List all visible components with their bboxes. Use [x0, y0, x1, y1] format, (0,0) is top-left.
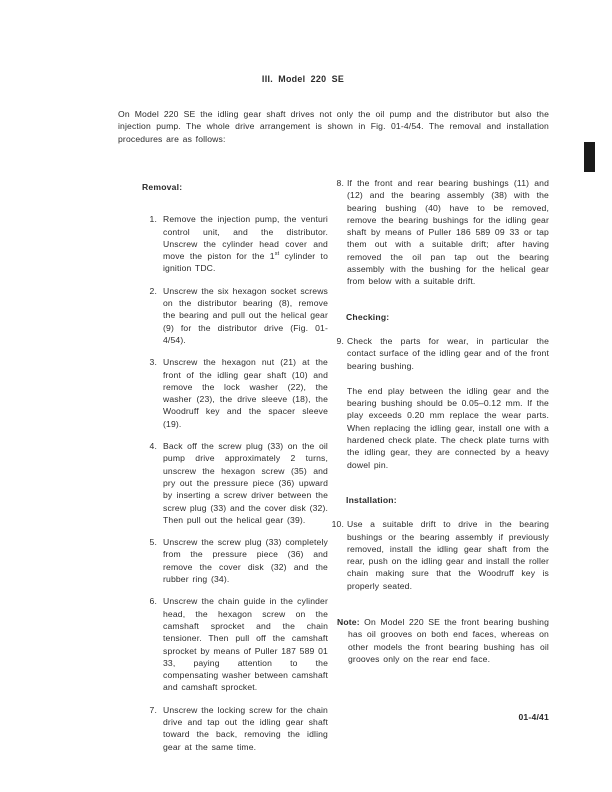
item-text: Unscrew the hexagon nut (21) at the front of the idling gear shaft (10) and remove the lock washer (22), the washer (23), the drive sleeve (18), the Woodruff key and the spacer sleeve (19). — [163, 357, 328, 429]
list-item — [330, 518, 549, 592]
item-number: 7. — [149, 704, 157, 715]
left-column — [142, 181, 328, 763]
item-text-segment: cylinder to ignition TDC. — [163, 251, 328, 274]
item-text: Use a suitable drift to drive in the bearing bushings or the bearing assembly if previously removed, install the idling gear shaft from the rear, push on the idling gear and install the roller chain making sure that the Woodruff key is properly seated. — [347, 519, 549, 591]
list-item — [142, 536, 328, 585]
list-item — [142, 595, 328, 693]
page-number: 01-4/41 — [518, 712, 549, 722]
note-text: On Model 220 SE the front bearing bushing has oil grooves on both end faces, whereas on other models the front bearing bushing has oil grooves only on the rear end face. — [348, 617, 549, 664]
item-text: Unscrew the six hexagon socket screws on the distributor bearing (8), remove the bearing and pull out the helical gear (9) for the distributor drive (Fig. 01-4/54). — [163, 285, 328, 345]
list-item — [330, 335, 549, 372]
note-label: Note: — [337, 617, 360, 628]
item-number: 4. — [149, 441, 157, 452]
section-heading-installation: Installation: — [346, 494, 397, 505]
item-text: Unscrew the chain guide in the cylinder head, the hexagon screw on the camshaft sprocket and the chain tensioner. Then pull off the camshaft sprocket by means of Puller 187 589 01 33, paying attention to the compensating washer between camshaft and camshaft sprocket. — [163, 596, 328, 693]
item-text — [163, 213, 328, 274]
list-item — [330, 177, 549, 288]
item-text: Unscrew the locking screw for the chain drive and tap out the idling gear shaft toward the back, removing the idling gear at the same time. — [163, 704, 328, 752]
item-text-segment: Remove the injection pump, the venturi control unit, and the distributor. Unscrew the cylinder head cover and move the piston for the 1 — [163, 214, 328, 262]
item-number: 2. — [149, 285, 157, 296]
list-item — [142, 213, 328, 274]
item-text: Check the parts for wear, in particular the contact surface of the idling gear and of the front bearing bushing. — [347, 335, 549, 371]
checking-paragraph: The end play between the idling gear and the bearing bushing should be 0.05–0.12 mm. If the play exceeds 0.20 mm replace the wear parts. When replacing the idling gear, install one with a hardened check plate. The check plate turns with the idling gear, they are connected by a heavy dowel pin. — [347, 385, 549, 470]
item-number: 9. — [336, 335, 344, 346]
list-item — [142, 356, 328, 430]
page-title: III. Model 220 SE — [261, 74, 345, 84]
item-number: 3. — [149, 357, 157, 368]
note-paragraph — [330, 616, 549, 665]
list-item — [142, 440, 328, 526]
item-number: 1. — [149, 214, 157, 225]
thumb-index-tab — [584, 142, 595, 172]
list-item — [142, 704, 328, 753]
item-number: 6. — [149, 596, 157, 607]
item-text: If the front and rear bearing bushings (11) and (12) and the bearing assembly (38) with the bearing bushing (40) have to be removed, remove the bearing bushings for the idling gear shaft by means of Puller 186 589 09 33 or tap them out with a suitable drift; after having removed the oil pan tap out the bearing assembly with the bushing for the helical gear from below with a suitable drift. — [347, 178, 549, 287]
item-number: 5. — [149, 537, 157, 548]
list-item — [142, 285, 328, 346]
intro-paragraph: On Model 220 SE the idling gear shaft drives not only the oil pump and the distributor but also the injection pump. The whole drive arrangement is shown in Fig. 01-4/54. The removal and installation procedures are as follows: — [118, 109, 549, 144]
right-column — [330, 177, 549, 665]
item-number: 10. — [331, 519, 344, 530]
section-heading-removal: Removal: — [142, 182, 183, 192]
item-number: 8. — [336, 178, 344, 188]
item-text: Back off the screw plug (33) on the oil pump drive approximately 2 turns, unscrew the hexagon screw (35) and pry out the pressure piece (36) upward by inserting a screw driver between the screw plug (33) and the cover disk (32). Then pull out the helical gear (39). — [163, 441, 328, 525]
ordinal-superscript: st — [274, 251, 280, 258]
item-text: Unscrew the screw plug (33) completely from the pressure piece (36) and remove the cover disk (32) and the rubber ring (34). — [163, 537, 328, 585]
section-heading-checking: Checking: — [346, 311, 390, 322]
